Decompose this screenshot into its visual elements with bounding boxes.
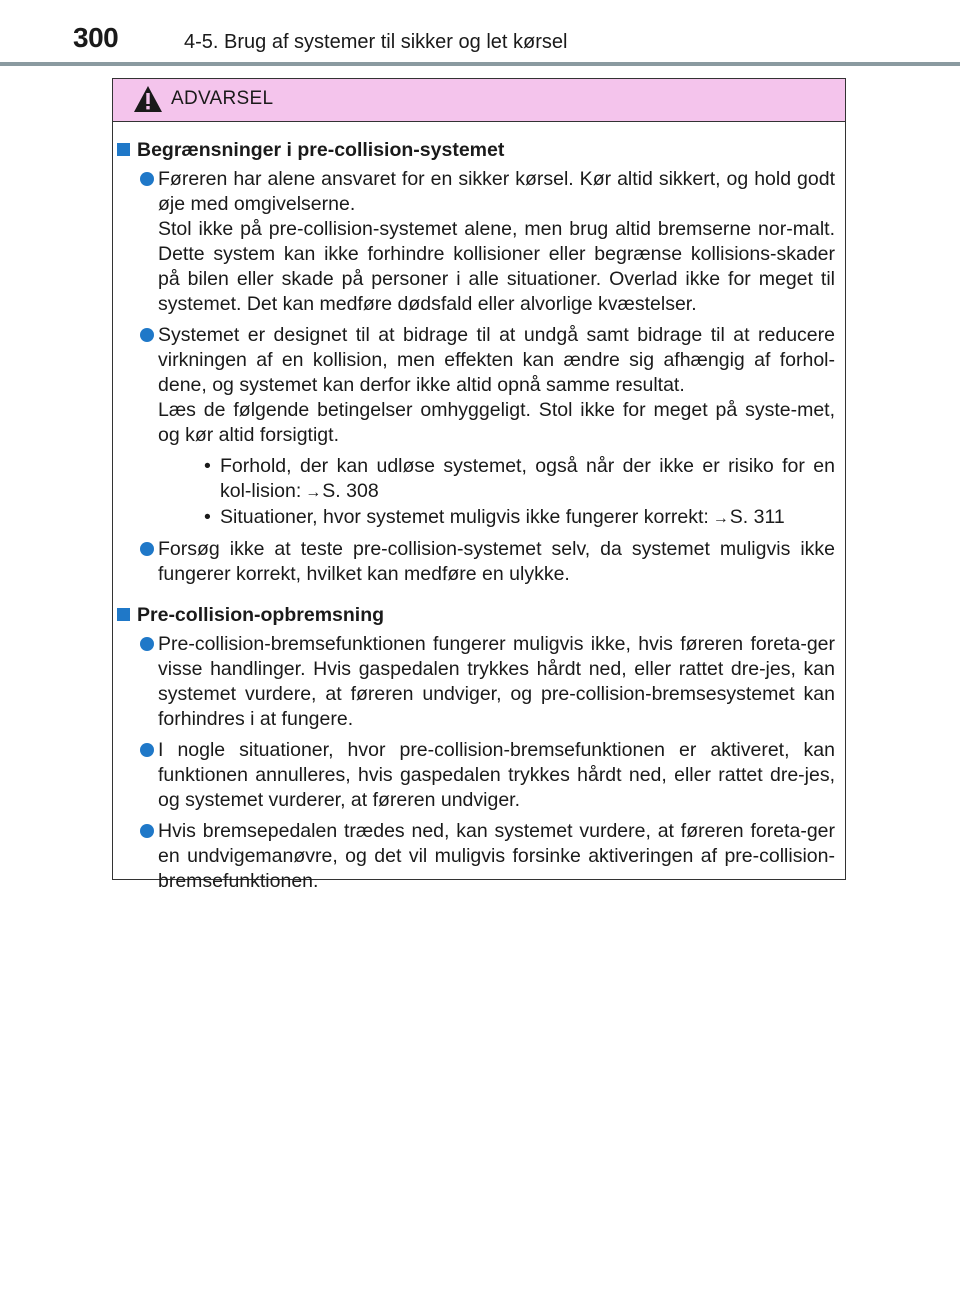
- reference-text: Forhold, der kan udløse systemet, også når der ikke er risiko for en kol-lision:: [220, 455, 835, 502]
- paragraph: Pre-collision-bremsefunktionen fungerer muligvis ikke, hvis føreren foreta-ger visse handlinger. Hvis gaspedalen trykkes hårdt ned, eller rattet dre-jes, kan systemet vurdere, at føreren undviger, og pre-collision-bremsesystemet kan forhindres i at fungere.: [158, 633, 835, 730]
- reference-item: [158, 505, 835, 531]
- page-reference-link[interactable]: S. 308: [322, 480, 379, 502]
- paragraph: Stol ikke på pre-collision-systemet alene, men brug altid bremserne nor-malt. Dette system kan ikke forhindre kollisioner eller begrænse kollisions-skader på bilen eller skade på personer i alle situationer. Overlad ikke for meget til systemet. Det kan medføre dødsfald eller alvorlige kvæstelser.: [158, 218, 835, 315]
- page-number: 300: [73, 22, 119, 53]
- section-heading-text: Pre-collision-opbremsning: [137, 604, 385, 626]
- list-item: [113, 323, 835, 531]
- list-item: [113, 819, 835, 894]
- reference-item: [158, 454, 835, 505]
- circle-bullet-icon: [140, 542, 154, 556]
- arrow-right-icon: →: [305, 484, 322, 501]
- circle-bullet-icon: [140, 637, 154, 651]
- square-bullet-icon: [117, 143, 130, 156]
- reference-list: [158, 454, 835, 531]
- circle-bullet-icon: [140, 172, 154, 186]
- arrow-right-icon: →: [712, 510, 729, 527]
- warning-box: [112, 78, 846, 892]
- header-rule: [0, 62, 960, 66]
- list-item: [113, 632, 835, 732]
- small-bullet-icon: •: [204, 455, 211, 477]
- warning-triangle-icon: [133, 85, 163, 113]
- warning-body: [113, 122, 845, 900]
- section-heading: [113, 138, 835, 163]
- list-item: [113, 167, 835, 317]
- page-reference-link[interactable]: S. 311: [729, 506, 785, 528]
- paragraph: Føreren har alene ansvaret for en sikker kørsel. Kør altid sikkert, og hold godt øje med omgivelserne.: [158, 168, 835, 215]
- circle-bullet-icon: [140, 824, 154, 838]
- paragraph: Læs de følgende betingelser omhyggeligt. Stol ikke for meget på syste-met, og kør altid forsigtigt.: [158, 399, 835, 446]
- list-item: [113, 537, 835, 587]
- paragraph: Forsøg ikke at teste pre-collision-systemet selv, da systemet muligvis ikke fungerer korrekt, hvilket kan medføre en ulykke.: [158, 538, 835, 585]
- section-title: 4-5. Brug af systemer til sikker og let kørsel: [184, 31, 568, 53]
- circle-bullet-icon: [140, 743, 154, 757]
- warning-title: ADVARSEL: [171, 88, 274, 109]
- circle-bullet-icon: [140, 328, 154, 342]
- small-bullet-icon: •: [204, 506, 211, 528]
- paragraph: Systemet er designet til at bidrage til at undgå samt bidrage til at reducere virkningen af en kollision, men effekten kan ændre sig afhængig af forhol-dene, og systemet kan derfor ikke altid opnå samme resultat.: [158, 324, 835, 396]
- warning-header: [113, 79, 845, 122]
- square-bullet-icon: [117, 608, 130, 621]
- reference-text: Situationer, hvor systemet muligvis ikke fungerer korrekt:: [220, 506, 709, 528]
- section-heading-text: Begrænsninger i pre-collision-systemet: [137, 139, 505, 161]
- paragraph: I nogle situationer, hvor pre-collision-bremsefunktionen er aktiveret, kan funktionen annulleres, hvis gaspedalen trykkes hårdt ned, eller rattet dre-jes, og systemet vurderer, at føreren undviger.: [158, 739, 835, 811]
- paragraph: Hvis bremsepedalen trædes ned, kan systemet vurdere, at føreren foreta-ger en undvigemanøvre, og det vil muligvis forsinke aktiveringen af pre-collision-bremsefunktionen.: [158, 820, 835, 892]
- section-heading: [113, 603, 835, 628]
- list-item: [113, 738, 835, 813]
- page-header: [73, 22, 960, 58]
